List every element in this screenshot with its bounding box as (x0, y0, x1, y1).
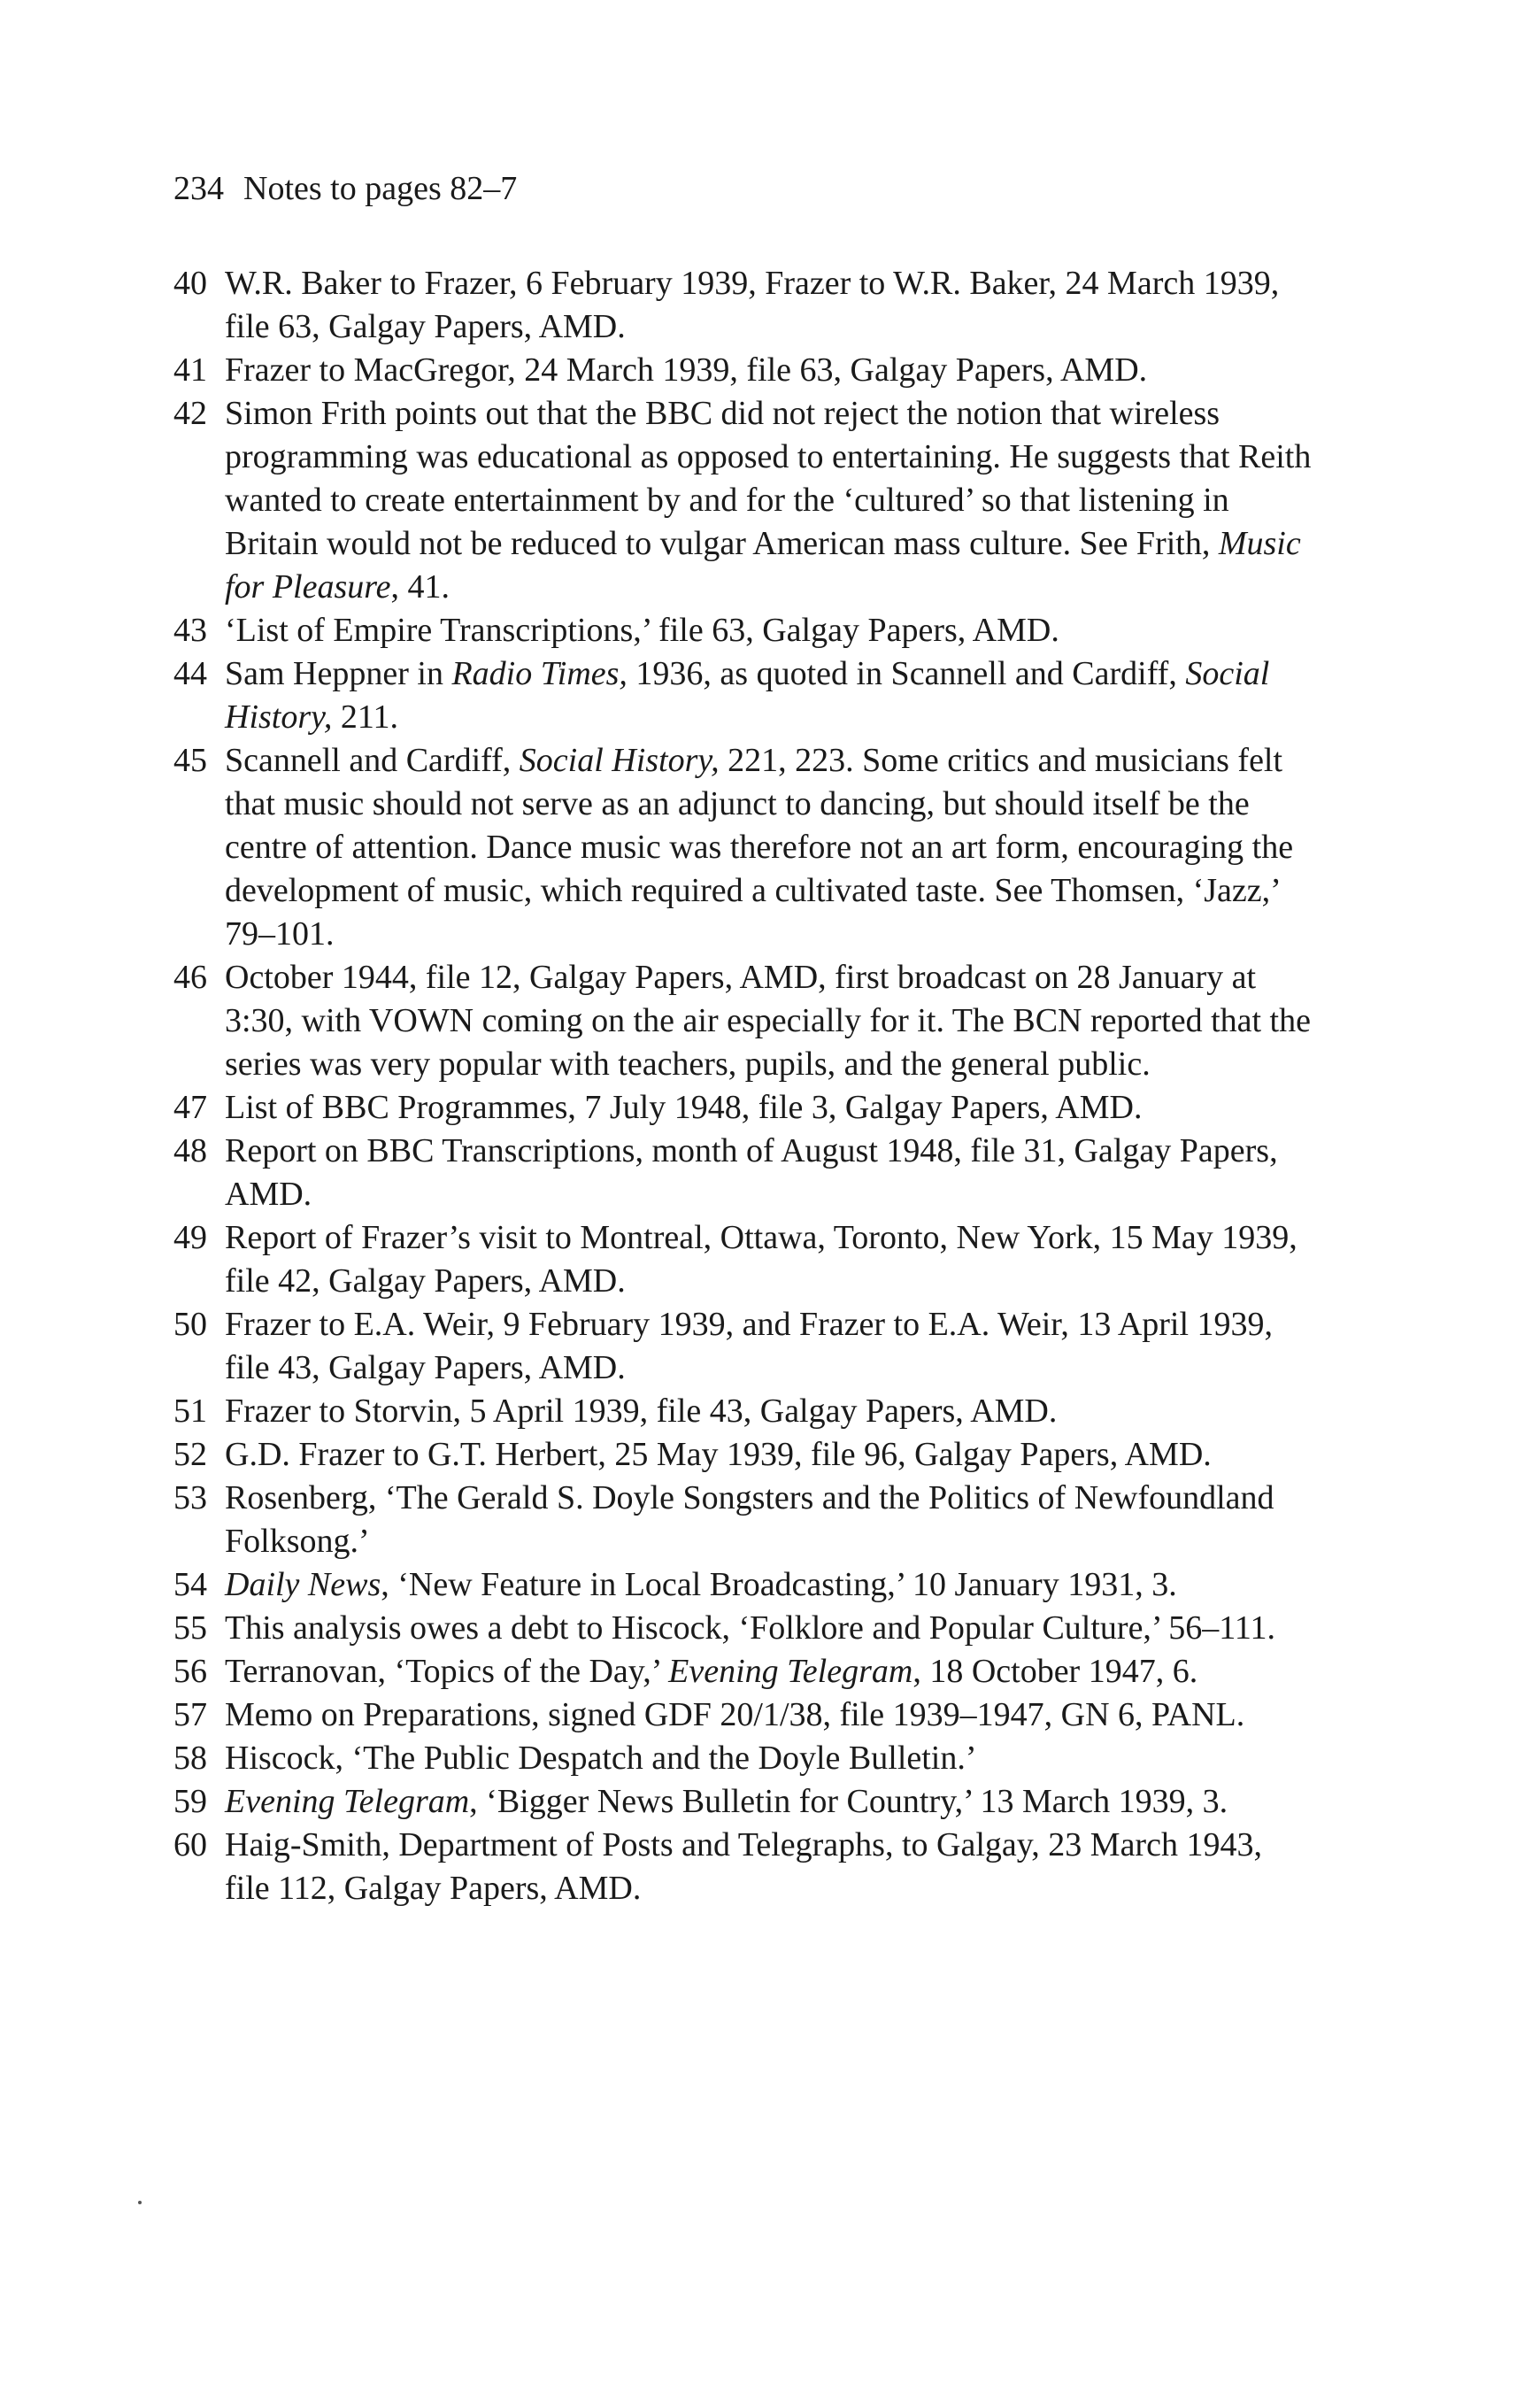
endnote-text-run: , 41. (390, 568, 450, 606)
endnote-number: 41 (173, 351, 207, 389)
endnote-number: 51 (173, 1393, 207, 1430)
endnote-text (225, 1433, 1315, 1477)
endnote-text (225, 392, 1315, 609)
endnote (173, 1433, 1315, 1477)
endnote-text (225, 349, 1315, 392)
endnote-title-italic: Social History, (225, 655, 1270, 736)
endnote-text (225, 739, 1315, 956)
endnote-text-run: Frazer to Storvin, 5 April 1939, file 43, Galgay Papers, AMD. (225, 1393, 1058, 1430)
endnote-number: 56 (173, 1653, 207, 1690)
endnote (173, 392, 1315, 609)
endnote-text (225, 1693, 1315, 1737)
endnote-text-run: G.D. Frazer to G.T. Herbert, 25 May 1939, file 96, Galgay Papers, AMD. (225, 1436, 1212, 1473)
endnote-text (225, 1130, 1315, 1216)
endnote-title-italic: Evening Telegram (668, 1653, 913, 1690)
endnote-text (225, 1477, 1315, 1563)
endnote-text (225, 1780, 1315, 1824)
endnote-text-run: , 18 October 1947, 6. (912, 1653, 1198, 1690)
endnote-text-run: Scannell and Cardiff, (225, 742, 520, 779)
endnote-text-run: Haig-Smith, Department of Posts and Telegraphs, to Galgay, 23 March 1943, file 112, Galgay Papers, AMD. (225, 1826, 1262, 1907)
running-head-title: Notes to pages 82–7 (243, 170, 518, 207)
endnote-text-run: ‘List of Empire Transcriptions,’ file 63, Galgay Papers, AMD. (225, 612, 1059, 649)
endnote-text-run: Report of Frazer’s visit to Montreal, Ottawa, Toronto, New York, 15 May 1939, file 42, Galgay Papers, AMD. (225, 1219, 1297, 1300)
endnote (173, 1780, 1315, 1824)
endnote (173, 1086, 1315, 1130)
endnote-title-italic: Daily News (225, 1566, 381, 1603)
endnote-text-run: This analysis owes a debt to Hiscock, ‘Folklore and Popular Culture,’ 56–111. (225, 1609, 1275, 1647)
endnote-text (225, 1216, 1315, 1303)
endnote-text-run: , ‘Bigger News Bulletin for Country,’ 13 March 1939, 3. (469, 1783, 1228, 1820)
endnote-number: 60 (173, 1826, 207, 1863)
endnote-text-run: Frazer to MacGregor, 24 March 1939, file 63, Galgay Papers, AMD. (225, 351, 1148, 389)
endnote-text-run: 1936, as quoted in Scannell and Cardiff, (627, 655, 1186, 692)
endnote-number: 57 (173, 1696, 207, 1733)
endnote (173, 1607, 1315, 1650)
endnote-number: 52 (173, 1436, 207, 1473)
endnote-text (225, 1824, 1315, 1910)
endnote-number: 48 (173, 1132, 207, 1169)
endnote-number: 42 (173, 395, 207, 432)
endnote (173, 1824, 1315, 1910)
page-number: 234 (173, 170, 224, 207)
endnote (173, 739, 1315, 956)
endnote (173, 609, 1315, 652)
running-head (173, 168, 517, 209)
endnote (173, 1563, 1315, 1607)
endnote-text-run: Sam Heppner in (225, 655, 452, 692)
endnote (173, 1216, 1315, 1303)
endnote-text (225, 1650, 1315, 1693)
endnote-number: 44 (173, 655, 207, 692)
endnote-number: 45 (173, 742, 207, 779)
endnote-text-run: W.R. Baker to Frazer, 6 February 1939, Frazer to W.R. Baker, 24 March 1939, file 63, Galgay Papers, AMD. (225, 265, 1280, 345)
endnote-number: 55 (173, 1609, 207, 1647)
endnote-text-run: 211. (332, 698, 398, 736)
endnote-text-run: Terranovan, ‘Topics of the Day,’ (225, 1653, 669, 1690)
endnote (173, 1693, 1315, 1737)
endnote-number: 53 (173, 1479, 207, 1516)
endnote-number: 46 (173, 959, 207, 996)
endnote-text (225, 609, 1315, 652)
endnote-text-run: Hiscock, ‘The Public Despatch and the Doyle Bulletin.’ (225, 1740, 977, 1777)
endnote-text (225, 652, 1315, 739)
endnote-title-italic: Music for Pleasure (225, 525, 1301, 606)
endnote (173, 1390, 1315, 1433)
endnote-text-run: Frazer to E.A. Weir, 9 February 1939, and Frazer to E.A. Weir, 13 April 1939, file 43, Galgay Papers, AMD. (225, 1306, 1274, 1386)
endnote-number: 40 (173, 265, 207, 302)
endnote (173, 1650, 1315, 1693)
endnote-number: 49 (173, 1219, 207, 1256)
endnote-text (225, 1737, 1315, 1780)
endnote-number: 43 (173, 612, 207, 649)
endnote-text (225, 1563, 1315, 1607)
endnote-text (225, 262, 1315, 349)
endnote-text-run: Report on BBC Transcriptions, month of August 1948, file 31, Galgay Papers, AMD. (225, 1132, 1278, 1213)
endnote (173, 652, 1315, 739)
endnote-text-run: October 1944, file 12, Galgay Papers, AMD, first broadcast on 28 January at 3:30, with VOWN coming on the air especially for it. The BCN reported that the series was very popular with teachers, pupils, and the general public. (225, 959, 1311, 1083)
endnote-title-italic: Social History, (519, 742, 720, 779)
endnote-text-run: Memo on Preparations, signed GDF 20/1/38, file 1939–1947, GN 6, PANL. (225, 1696, 1245, 1733)
endnote (173, 349, 1315, 392)
scan-speck (138, 2201, 142, 2204)
endnote-title-italic: Evening Telegram (225, 1783, 470, 1820)
endnote-text (225, 1303, 1315, 1390)
endnote-number: 58 (173, 1740, 207, 1777)
endnote-title-italic: Radio Times, (451, 655, 628, 692)
endnote-text-run: Rosenberg, ‘The Gerald S. Doyle Songsters and the Politics of Newfoundland Folksong.’ (225, 1479, 1274, 1560)
endnote (173, 262, 1315, 349)
endnote-number: 54 (173, 1566, 207, 1603)
endnote-text-run: 221, 223. Some critics and musicians felt that music should not serve as an adjunct to dancing, but should itself be the centre of attention. Dance music was therefore not an art form, encouraging the development of music, which required a cultivated taste. See Thomsen, ‘Jazz,’ 79–101. (225, 742, 1294, 953)
endnote-text-run: Simon Frith points out that the BBC did not reject the notion that wireless programming was educational as opposed to entertaining. He suggests that Reith wanted to create entertainment by and for the ‘cultured’ so that listening in Britain would not be reduced to vulgar American mass culture. See Frith, (225, 395, 1312, 562)
endnotes-list (173, 262, 1315, 1910)
endnote (173, 1130, 1315, 1216)
endnote-text (225, 1086, 1315, 1130)
endnote-number: 59 (173, 1783, 207, 1820)
endnote-text (225, 1390, 1315, 1433)
endnote-text (225, 956, 1315, 1086)
endnote (173, 1737, 1315, 1780)
endnote-text (225, 1607, 1315, 1650)
endnote-number: 47 (173, 1089, 207, 1126)
endnote (173, 1303, 1315, 1390)
endnote (173, 1477, 1315, 1563)
endnote-number: 50 (173, 1306, 207, 1343)
endnote-text-run: List of BBC Programmes, 7 July 1948, file 3, Galgay Papers, AMD. (225, 1089, 1143, 1126)
endnote (173, 956, 1315, 1086)
endnote-text-run: , ‘New Feature in Local Broadcasting,’ 10 January 1931, 3. (381, 1566, 1177, 1603)
